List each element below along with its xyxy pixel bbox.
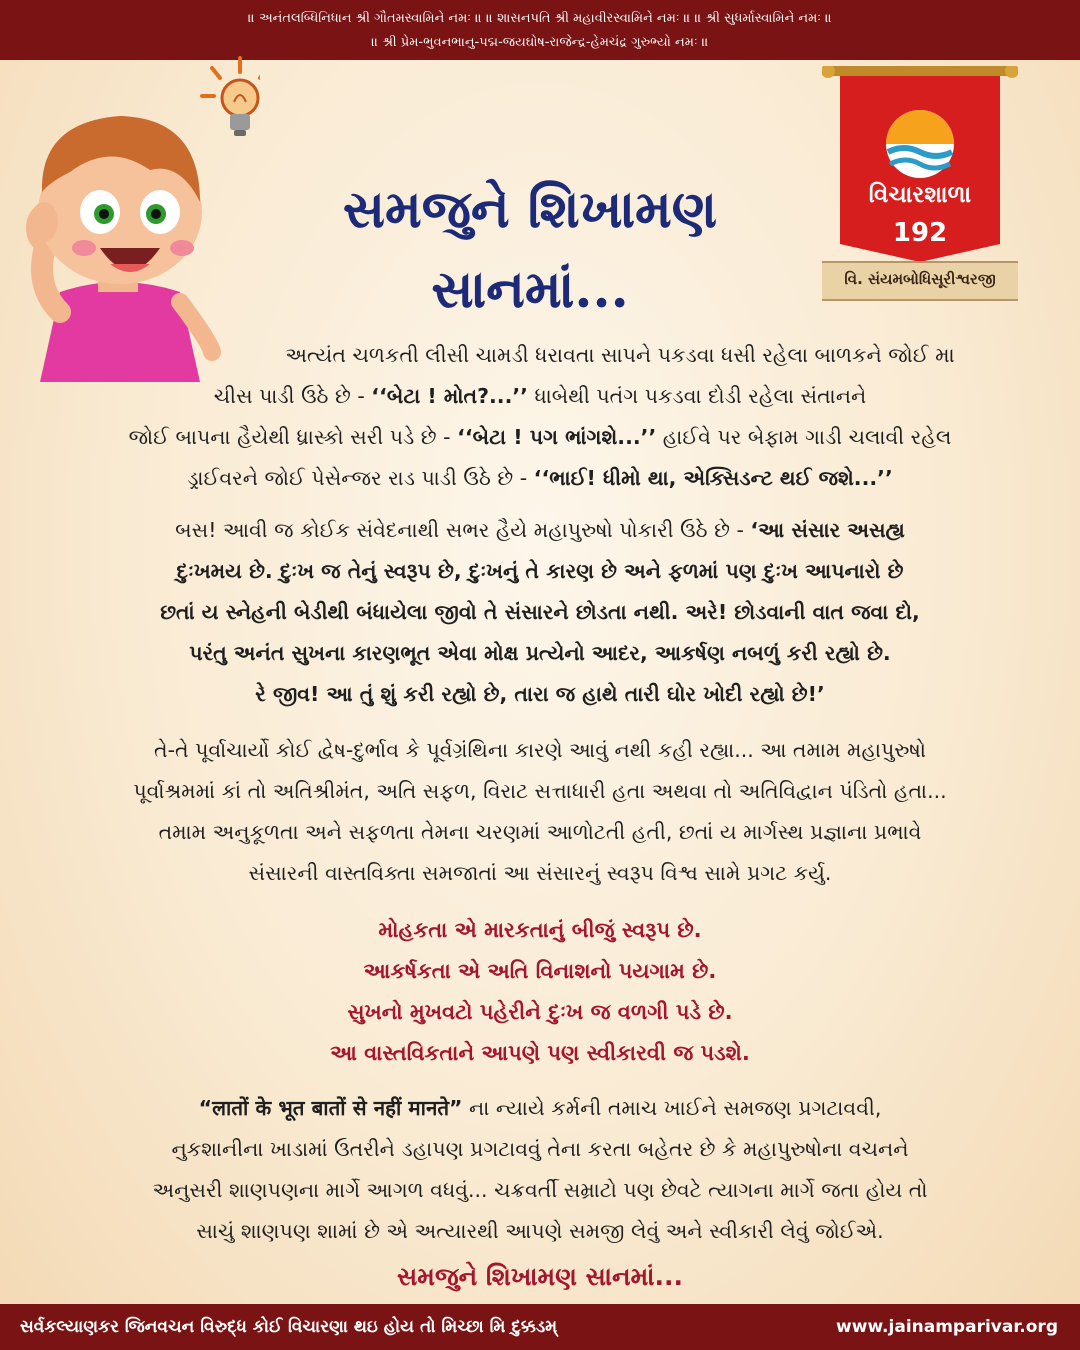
text-line <box>20 376 1060 417</box>
sun-over-waves-logo <box>886 110 954 178</box>
text-line: પૂર્વાશ્રમમાં કાં તો અતિશ્રીમંત, અતિ સફળ, વિરાટ સત્તાધારી હતા અથવા તો અતિવિદ્વાન પંડિતો હતા... <box>133 779 947 803</box>
text-line <box>20 510 1060 551</box>
paragraph-3 <box>20 730 1060 894</box>
text-line <box>20 417 1060 458</box>
header-line-1: ॥ અનંતલબ્ધિનિધાન શ્રી ગૌતમસ્વામિને નમઃ ॥ ॥ શાસનપતિ શ્રી મહાવીરસ્વામિને નમઃ ॥ ॥ શ્રી સુધર્માસ્વામિને નમઃ ॥ <box>247 11 833 26</box>
text-line: આ વાસ્તવિકતાને આપણે પણ સ્વીકારવી જ પડશે. <box>330 1041 750 1065</box>
text-line: સંસારની વાસ્તવિક્તા સમજાતાં આ સંસારનું સ્વરૂપ વિશ્વ સામે પ્રગટ કર્યુ. <box>248 861 832 885</box>
author-name: વિ. સંયમબોધિસૂરીશ્વરજી <box>844 270 996 288</box>
quote-span: “लातों के भूत बातों से नहीं मानते” <box>198 1096 463 1120</box>
text-span: ડ્રાઈવરને જોઈ પેસેન્જર રાડ પાડી ઉઠે છે - <box>187 466 534 490</box>
page-title <box>250 170 810 330</box>
text-line: પરંતુ અનંત સુખના કારણભૂત એવા મોક્ષ પ્રત્યેનો આદર, આકર્ષણ નબળું કરી રહ્યો છે. <box>189 641 891 665</box>
text-line <box>20 458 1060 499</box>
header-line-2: ॥ શ્રી પ્રેમ-ભુવનભાનુ-પદ્મ-જયઘોષ-રાજેન્દ્ર-હેમચંદ્ર ગુરુભ્યો નમઃ ॥ <box>371 35 709 50</box>
text-line: રે જીવ! આ તું શું કરી રહ્યો છે, તારા જ હાથે તારી ઘોર ખોદી રહ્યો છે!’ <box>255 682 825 706</box>
lightbulb-icon <box>202 58 260 136</box>
text-line: મોહકતા એ મારકતાનું બીજું સ્વરૂપ છે. <box>378 918 702 942</box>
text-line: અનુસરી શાણપણના માર્ગે આગળ વધવું... ચક્રવર્તી સમ્રાટો પણ છેવટે ત્યાગના માર્ગે જતા હોય તો <box>152 1178 928 1202</box>
paragraph-1 <box>180 335 1060 376</box>
title-line-2: સાનમાં... <box>431 259 629 320</box>
text-line: સુખનો મુખવટો પહેરીને દુઃખ જ વળગી પડે છે. <box>347 1000 733 1024</box>
text-span: ના ન્યાયે કર્મની તમાચ ખાઈને સમજણ પ્રગટાવવી, <box>462 1096 882 1120</box>
footer-bar <box>0 1304 1080 1350</box>
text-line: તે-તે પૂર્વાચાર્યો કોઈ દ્વેષ-દુર્ભાવ કે પૂર્વગ્રંથિના કારણે આવું નથી કહી રહ્યા... આ તમામ મહાપુરુષો <box>154 738 926 762</box>
text-line: છતાં ય સ્નેહની બેડીથી બંધાયેલા જીવો તે સંસારને છોડતા નથી. અરે! છોડવાની વાત જવા દો, <box>160 600 920 624</box>
series-number: 192 <box>892 218 948 248</box>
text-line <box>20 1088 1060 1129</box>
text-line: દુઃખમય છે. દુઃખ જ તેનું સ્વરૂપ છે, દુઃખનું તે કારણ છે અને ફળમાં પણ દુઃખ આપનારો છે <box>176 559 904 583</box>
quote-span: ‘આ સંસાર અસહ્ય <box>750 518 905 542</box>
quote-span: ‘‘ભાઈ! ધીમો થા, એક્સિડન્ટ થઈ જશે...’’ <box>533 466 893 490</box>
paragraph-1-cont <box>20 376 1060 499</box>
series-name: વિચારશાળા <box>868 182 972 208</box>
text-line: તમામ અનુકૂળતા અને સફળતા તેમના ચરણમાં આળોટતી હતી, છતાં ય માર્ગસ્થ પ્રજ્ઞાના પ્રભાવે <box>158 820 922 844</box>
closing-line: સમજુને શિખામણ સાનમાં... <box>397 1262 683 1291</box>
header-bar <box>0 0 1080 60</box>
quote-span: ‘‘બેટા ! પગ ભાંગશે...’’ <box>457 425 657 449</box>
text-span: હાઈવે પર બેફામ ગાડી ચલાવી રહેલ <box>656 425 952 449</box>
paragraph-4-highlight <box>20 910 1060 1074</box>
footer-disclaimer: સર્વકલ્યાણકર જિનવચન વિરુદ્ધ કોઈ વિચારણા થઇ હોય તો મિચ્છા મિ દુક્કડમ્ <box>20 1317 558 1337</box>
text-span: જોઈ બાપના હૈયેથી ધ્રાસ્કો સરી પડે છે - <box>128 425 458 449</box>
title-line-1: સમજુને શિખામણ <box>342 179 718 240</box>
paragraph-2 <box>20 510 1060 715</box>
text-line: નુકશાનીના ખાડામાં ઉતરીને ડહાપણ પ્રગટાવવું તેના કરતા બહેતર છે કે મહાપુરુષોના વચનને <box>171 1137 909 1161</box>
paragraph-5 <box>20 1088 1060 1252</box>
website-link[interactable]: www.jainamparivar.org <box>836 1317 1058 1337</box>
text-span: ધાબેથી પતંગ પકડવા દોડી રહેલા સંતાનને <box>527 384 867 408</box>
boy-illustration <box>0 52 260 382</box>
text-line: સાચું શાણપણ શામાં છે એ અત્યારથી આપણે સમજી લેવું અને સ્વીકારી લેવું જોઈએ. <box>196 1219 884 1243</box>
text-span: બસ! આવી જ કોઈક સંવેદનાથી સભર હૈયે મહાપુરુષો પોકારી ઉઠે છે - <box>175 518 751 542</box>
quote-span: ‘‘બેટા ! મોત?...’’ <box>371 384 528 408</box>
text-span: ચીસ પાડી ઉઠે છે - <box>213 384 372 408</box>
text-line: અત્યંત ચળકતી લીસી ચામડી ધરાવતા સાપને પકડવા ધસી રહેલા બાળકને જોઈ મા <box>285 343 955 367</box>
text-line: આકર્ષકતા એ અતિ વિનાશનો પયગામ છે. <box>363 959 717 983</box>
